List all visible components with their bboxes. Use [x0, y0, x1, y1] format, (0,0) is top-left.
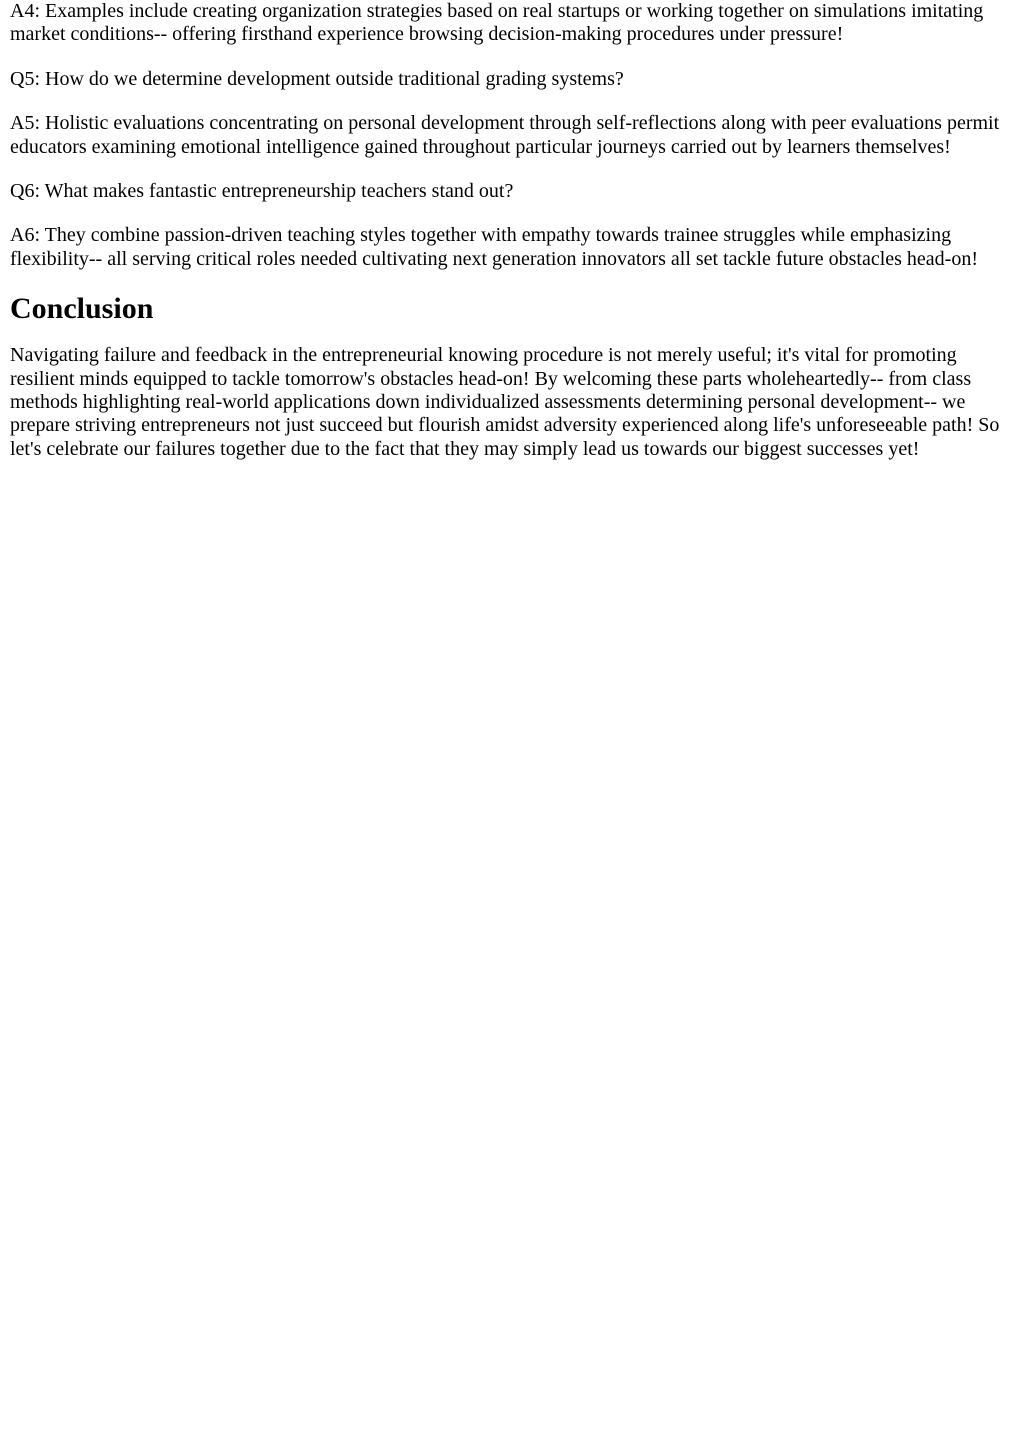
conclusion-paragraph: Navigating failure and feedback in the entrepreneurial knowing procedure is not merely useful; it's vital for promoting resilient minds equipped to tackle tomorrow's obstacles head-on! By welcoming these parts wholeheartedly-- from class methods highlighting real-world applications down individualized assessments determining personal development-- we prepare striving entrepreneurs not just succeed but flourish amidst adversity experienced along life's unforeseeable path! So let's celebrate our failures together due to the fact that they may simply lead us towards our biggest successes yet!: [10, 344, 1000, 460]
question-6-paragraph: Q6: What makes fantastic entrepreneurship teachers stand out?: [10, 180, 514, 203]
conclusion-heading: Conclusion: [10, 292, 154, 326]
question-5-paragraph: Q5: How do we determine development outside traditional grading systems?: [10, 67, 624, 90]
answer-5-paragraph: A5: Holistic evaluations concentrating on personal development through self-reflections along with peer evaluations permit educators examining emotional intelligence gained throughout particular journeys carried out by learners themselves!: [10, 112, 1000, 158]
answer-4-paragraph: A4: Examples include creating organization strategies based on real startups or working together on simulations imitating market conditions-- offering firsthand experience browsing decision-making procedures under pressure!: [10, 0, 984, 46]
document-body: [10, 0, 1014, 482]
answer-6-paragraph: A6: They combine passion-driven teaching styles together with empathy towards trainee struggles while emphasizing flexibility-- all serving critical roles needed cultivating next generation innovators all set tackle future obstacles head-on!: [10, 224, 978, 270]
